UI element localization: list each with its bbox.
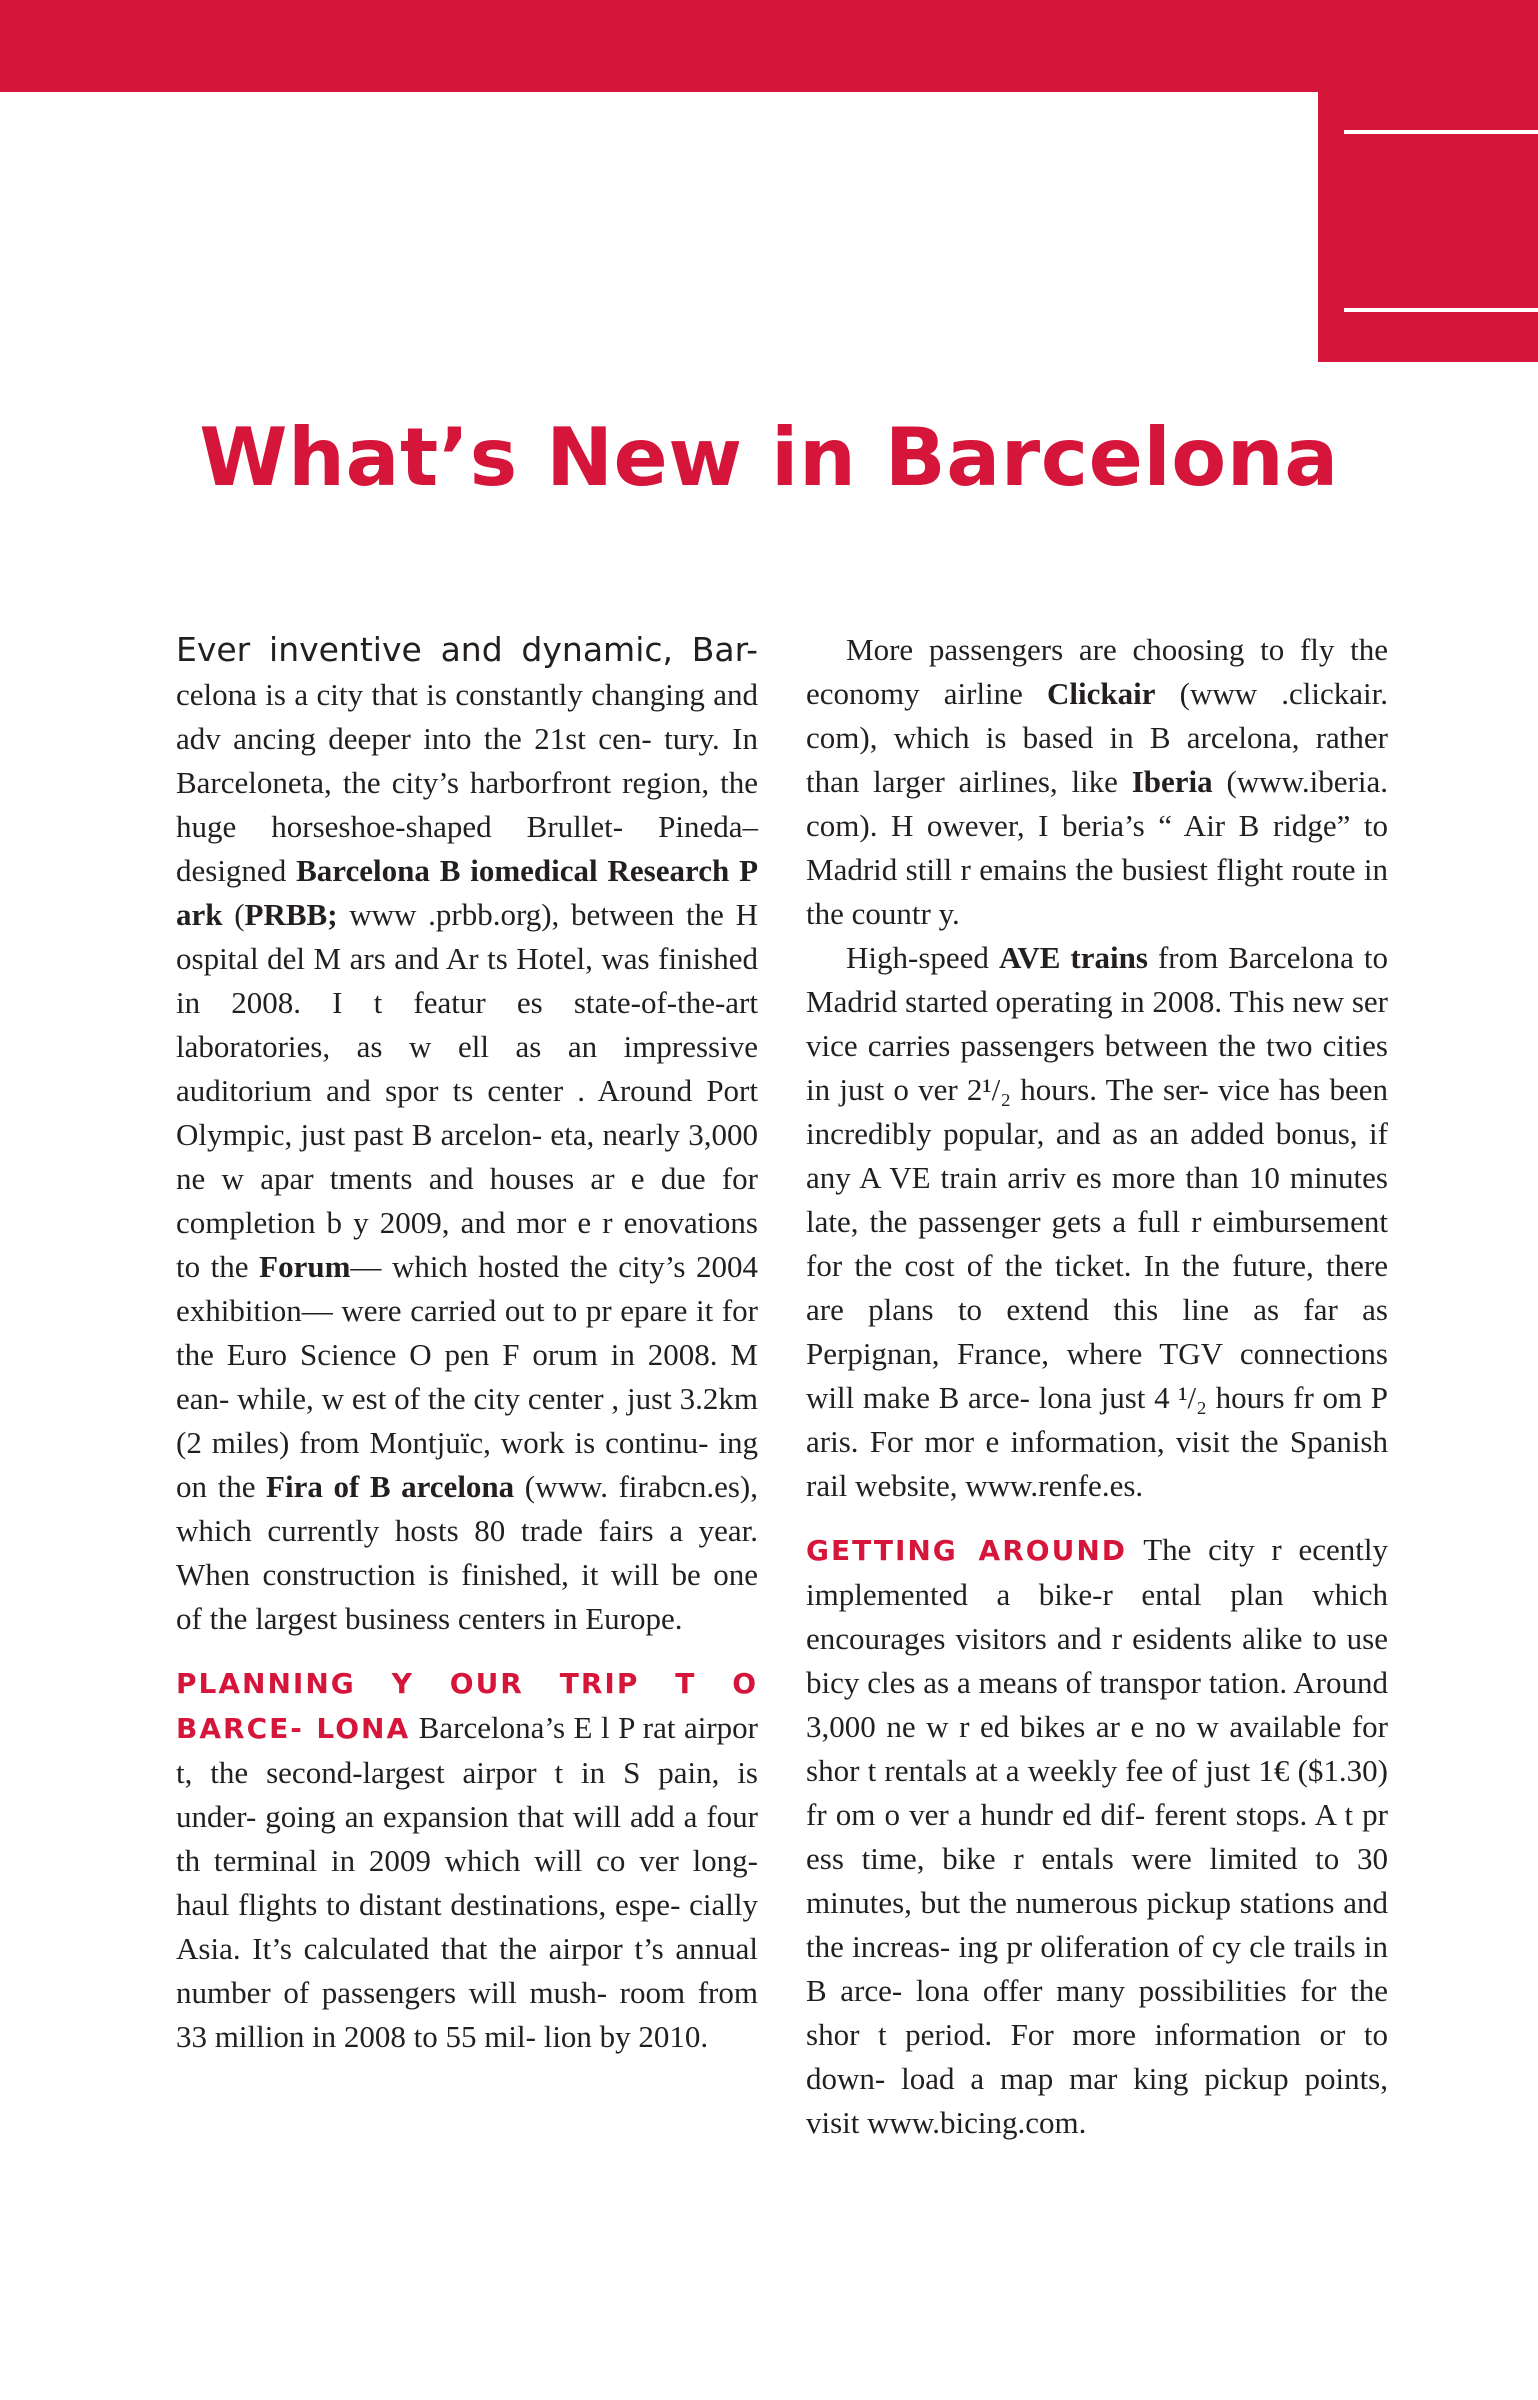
body-text: (www. firabcn.es), which currently hosts 80 trade fairs a year. When construction is finished, it will be one of the largest business centers in Europe. xyxy=(176,1469,758,1636)
section-heading: GETTING AROUND xyxy=(806,1534,1127,1567)
body-text: from Barcelona to Madrid started operating in 2008. This new ser vice carries passengers between the two cities in just o ver 2¹/₂ hours. The ser- vice has been incredibly popular, and as an added bonus, if any A VE train arriv es more than 10 minutes late, the passenger gets a full r eimbursement for the cost of the ticket. In the future, there are plans to extend this line as far as Perpignan, France, where TGV connections will make B arce- lona just 4 ¹/₂ hours fr om P aris. For mor e information, visit the Spanish rail website, www.renfe.es. xyxy=(806,940,1389,1503)
body-text: (www.iberia. com). H owever, I beria’s “ Air B ridge” to Madrid still r emains the busiest flight route in the countr y. xyxy=(806,764,1388,931)
body-text: The city r ecently implemented a bike-r ental plan which encourages visitors and r esidents alike to use bicy cles as a means of transpor tation. Around 3,000 ne w r ed bikes ar e no w available for shor t rentals at a weekly fee of just 1€ ($1.30) fr om o ver a hundr ed dif- ferent stops. A t pr ess time, bike r entals were limited to 30 minutes, but the numerous pickup stations and the increas- ing pr oliferation of cy cle trails in B arce- lona offer many possibilities for the shor t period. For more information or to down- load a map mar king pickup points, visit www.bicing.com. xyxy=(806,1532,1388,2140)
bold-term: PRBB; xyxy=(244,897,338,932)
bold-term: Iberia xyxy=(1131,764,1213,799)
airline-paragraph xyxy=(806,628,1388,936)
body-text: — which hosted the city’s 2004 exhibition— were carried out to pr epare it for the Euro Science O pen F orum in 2008. M ean- while, w est of the city center , just 3.2km (2 miles) from Montjuïc, work is continu- ing on the xyxy=(176,1249,758,1504)
body-text: High-speed xyxy=(846,940,999,975)
body-text: More passengers are choosing to fly the economy airline xyxy=(806,632,1388,711)
left-column xyxy=(176,628,758,2059)
section-heading: PLANNING Y OUR TRIP T O BARCE- LONA xyxy=(176,1667,758,1745)
body-text: celona is a city that is constantly changing and adv ancing deeper into the 21st cen- tury. In Barceloneta, the city’s harborfront region, the huge horseshoe-shaped Brullet- Pineda–designed xyxy=(176,677,758,888)
intro-paragraph xyxy=(176,628,758,1641)
bold-term: Barcelona B iomedical Research P ark xyxy=(176,853,759,932)
getting-around-paragraph xyxy=(806,1528,1388,2145)
intro-lead: Ever inventive and dynamic, Bar- xyxy=(176,630,758,669)
body-text: Barcelona’s E l P rat airpor t, the second-largest airpor t in S pain, is under- going an expansion that will add a four th terminal in 2009 which will co ver long- haul flights to distant destinations, espe- cially Asia. It’s calculated that the airpor t’s annual number of passengers will mush- room from 33 million in 2008 to 55 mil- lion by 2010. xyxy=(176,1710,758,2054)
bold-term: Fira of B arcelona xyxy=(266,1469,515,1504)
top-red-bar xyxy=(0,0,1538,92)
right-column xyxy=(806,628,1388,2145)
bold-term: Clickair xyxy=(1047,676,1156,711)
train-paragraph xyxy=(806,936,1388,1508)
body-text: ( xyxy=(222,897,245,932)
bold-term: Forum xyxy=(259,1249,351,1284)
planning-paragraph xyxy=(176,1661,758,2059)
body-text: (www .clickair. com), which is based in B arcelona, rather than larger airlines, like xyxy=(806,676,1388,799)
bold-term: AVE trains xyxy=(998,940,1148,975)
tab-divider-line xyxy=(1344,308,1538,312)
tab-divider-line xyxy=(1344,130,1538,134)
page-title: What’s New in Barcelona xyxy=(199,411,1339,504)
corner-red-tab xyxy=(1318,92,1538,362)
body-text: www .prbb.org), between the H ospital del M ars and Ar ts Hotel, was finished in 2008. I t featur es state-of-the-art laboratories, as w ell as an impressive auditorium and spor ts center . Around Port Olympic, just past B arcelon- eta, nearly 3,000 ne w apar tments and houses ar e due for completion b y 2009, and mor e r enovations to the xyxy=(176,897,758,1284)
